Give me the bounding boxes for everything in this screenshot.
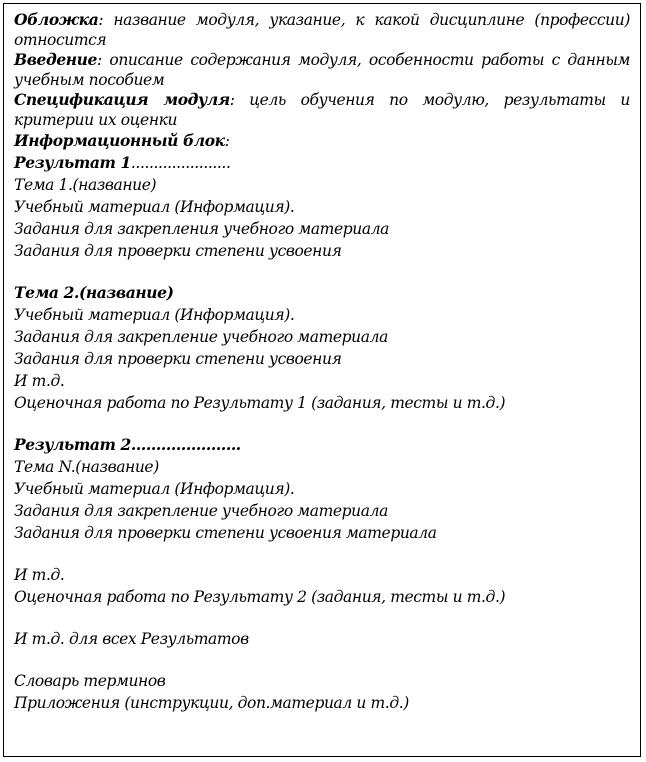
- info-block-colon: :: [224, 132, 230, 150]
- intro-term: Введение: [14, 50, 98, 69]
- topic2-tasks-consolidate: Задания для закрепление учебного материала: [14, 328, 388, 346]
- glossary-line: Словарь терминов: [14, 672, 166, 690]
- spacer: [14, 414, 630, 434]
- result2-line: [14, 434, 630, 456]
- cover-line: [14, 10, 630, 50]
- etc-line: И т.д.: [14, 566, 65, 584]
- appendices-line: Приложения (инструкции, доп.материал и т.д.): [14, 694, 409, 712]
- info-block-term: Информационный блок: [14, 131, 225, 150]
- module-structure-text: [14, 10, 630, 714]
- topic1-tasks-check: Задания для проверки степени усвоения: [14, 242, 342, 260]
- info-block-line: [14, 130, 630, 152]
- spacer: [14, 650, 630, 670]
- intro-line: [14, 50, 630, 90]
- result1-dots: ......................: [130, 154, 231, 172]
- topicN-tasks-check: Задания для проверки степени усвоения материала: [14, 524, 437, 542]
- spacer: [14, 262, 630, 282]
- cover-text: : название модуля, указание, к какой дисциплине (профессии) относится: [14, 11, 630, 49]
- result1-assessment: Оценочная работа по Результату 1 (задания, тесты и т.д.): [14, 394, 506, 412]
- module-structure-box: [3, 3, 641, 757]
- topicN-tasks-consolidate: Задания для закрепление учебного материала: [14, 502, 388, 520]
- result2-assessment: Оценочная работа по Результату 2 (задания, тесты и т.д.): [14, 588, 506, 606]
- topic2-title: Тема 2.(название): [14, 283, 174, 302]
- topic1-tasks-consolidate: Задания для закрепления учебного материала: [14, 220, 389, 238]
- spec-term: Спецификация модуля: [14, 90, 230, 109]
- cover-term: Обложка: [14, 10, 99, 29]
- result2-dots: ......................: [130, 435, 241, 454]
- spec-text: : цель обучения по модулю, результаты и критерии их оценки: [14, 91, 630, 129]
- spacer: [14, 544, 630, 564]
- result1-line: [14, 152, 630, 174]
- topic1-title: Тема 1.(название): [14, 176, 157, 194]
- topic2-material: Учебный материал (Информация).: [14, 306, 295, 324]
- topic2-tasks-check: Задания для проверки степени усвоения: [14, 350, 342, 368]
- topic2-etc: И т.д.: [14, 372, 65, 390]
- intro-text: : описание содержания модуля, особенности работы с данным учебным пособием: [14, 51, 630, 89]
- topic1-material: Учебный материал (Информация).: [14, 198, 295, 216]
- spec-line: [14, 90, 630, 130]
- topicN-title: Тема N.(название): [14, 458, 159, 476]
- spacer: [14, 608, 630, 628]
- etc-all-results: И т.д. для всех Результатов: [14, 630, 249, 648]
- topicN-material: Учебный материал (Информация).: [14, 480, 295, 498]
- result1-term: Результат 1: [14, 153, 131, 172]
- result2-term: Результат 2: [14, 435, 131, 454]
